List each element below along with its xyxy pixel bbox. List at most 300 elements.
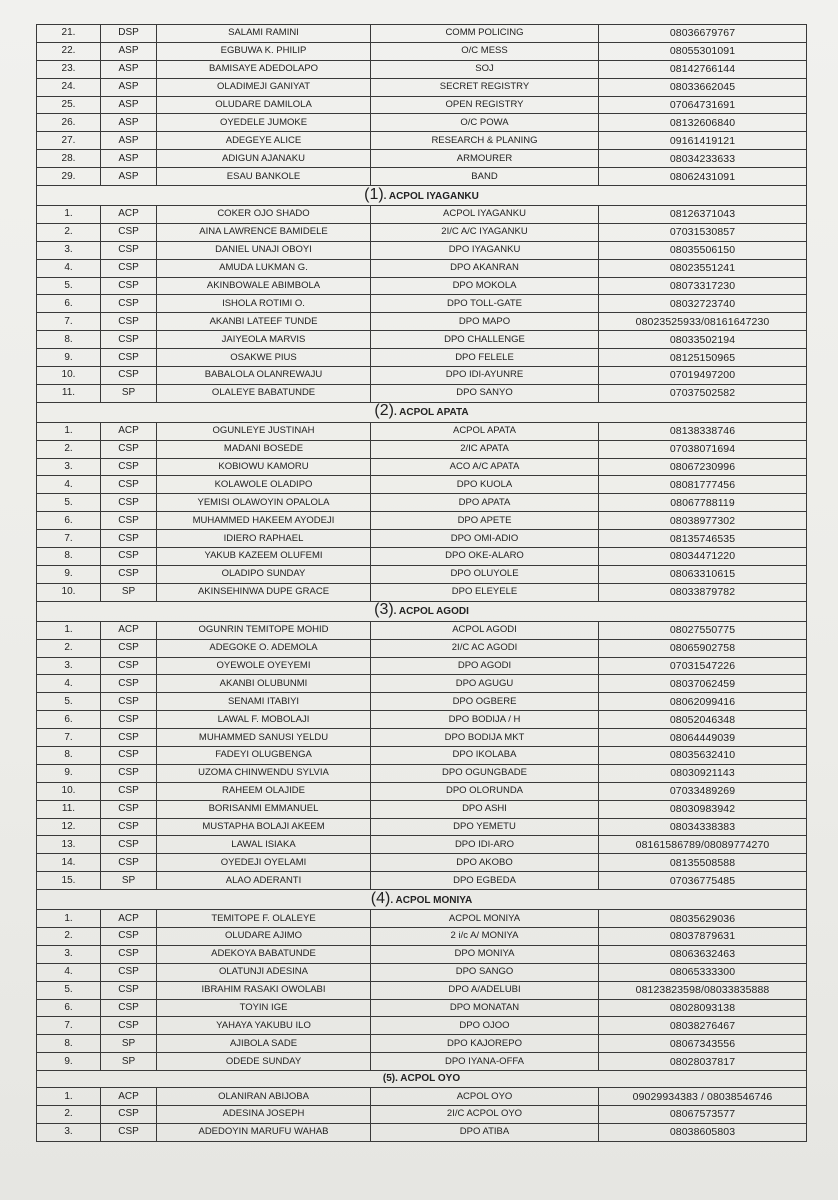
section-heading-row (37, 186, 807, 206)
serial-number: 5. (37, 693, 101, 711)
rank: ASP (101, 114, 157, 132)
phone-number: 08038276467 (599, 1017, 807, 1035)
post: DPO IYANA-OFFA (371, 1053, 599, 1071)
phone-number: 07031547226 (599, 657, 807, 675)
table-row (37, 168, 807, 186)
post: 2I/C ACPOL OYO (371, 1105, 599, 1123)
serial-number: 8. (37, 331, 101, 349)
phone-number: 08062099416 (599, 693, 807, 711)
phone-number: 08038977302 (599, 512, 807, 530)
serial-number: 9. (37, 565, 101, 583)
serial-number: 1. (37, 1088, 101, 1106)
officer-name: AINA LAWRENCE BAMIDELE (157, 223, 371, 241)
rank: ASP (101, 42, 157, 60)
table-row (37, 223, 807, 241)
section-number: (1) (364, 185, 384, 203)
post: DPO CHALLENGE (371, 331, 599, 349)
post: DPO IDI-AYUNRE (371, 367, 599, 385)
serial-number: 11. (37, 384, 101, 402)
table-row (37, 1053, 807, 1071)
post: DPO OKE-ALARO (371, 548, 599, 566)
serial-number: 8. (37, 548, 101, 566)
phone-number: 08126371043 (599, 206, 807, 224)
rank: CSP (101, 313, 157, 331)
serial-number: 5. (37, 277, 101, 295)
post: DPO MAPO (371, 313, 599, 331)
phone-number: 08135508588 (599, 854, 807, 872)
post: DPO FELELE (371, 349, 599, 367)
phone-number: 08161586789/08089774270 (599, 836, 807, 854)
phone-number: 08035506150 (599, 241, 807, 259)
rank: ASP (101, 150, 157, 168)
table-row (37, 836, 807, 854)
table-row (37, 565, 807, 583)
rank: CSP (101, 1123, 157, 1141)
rank: CSP (101, 800, 157, 818)
serial-number: 10. (37, 782, 101, 800)
post: DPO MOKOLA (371, 277, 599, 295)
serial-number: 7. (37, 729, 101, 747)
table-row (37, 295, 807, 313)
officer-name: DANIEL UNAJI OBOYI (157, 241, 371, 259)
section-number: (4) (370, 889, 391, 907)
rank: CSP (101, 927, 157, 945)
serial-number: 3. (37, 657, 101, 675)
officer-name: AKINBOWALE ABIMBOLA (157, 277, 371, 295)
serial-number: 4. (37, 963, 101, 981)
phone-number: 09029934383 / 08038546746 (599, 1088, 807, 1106)
officer-name: COKER OJO SHADO (157, 206, 371, 224)
section-heading (37, 186, 807, 206)
serial-number: 2. (37, 223, 101, 241)
officer-name: TEMITOPE F. OLALEYE (157, 910, 371, 928)
table-row (37, 818, 807, 836)
table-row (37, 259, 807, 277)
post: DPO ATIBA (371, 1123, 599, 1141)
rank: CSP (101, 711, 157, 729)
serial-number: 9. (37, 1053, 101, 1071)
table-row (37, 458, 807, 476)
phone-number: 08062431091 (599, 168, 807, 186)
section-number: (3) (374, 601, 394, 619)
section-heading-row (37, 1071, 807, 1088)
serial-number: 14. (37, 854, 101, 872)
rank: CSP (101, 565, 157, 583)
section-title: . ACPOL APATA (393, 407, 469, 419)
phone-number: 08142766144 (599, 60, 807, 78)
post: ACPOL IYAGANKU (371, 206, 599, 224)
post: DPO OJOO (371, 1017, 599, 1035)
serial-number: 4. (37, 476, 101, 494)
phone-number: 08065902758 (599, 639, 807, 657)
table-row (37, 349, 807, 367)
phone-number: 08037062459 (599, 675, 807, 693)
post: DPO IYAGANKU (371, 241, 599, 259)
officer-name: OLADIPO SUNDAY (157, 565, 371, 583)
rank: ASP (101, 60, 157, 78)
post: DPO AKOBO (371, 854, 599, 872)
serial-number: 3. (37, 1123, 101, 1141)
serial-number: 23. (37, 60, 101, 78)
table-row (37, 440, 807, 458)
post: ARMOURER (371, 150, 599, 168)
table-row (37, 476, 807, 494)
section-title: . ACPOL AGODI (393, 606, 469, 618)
officer-name: AJIBOLA SADE (157, 1035, 371, 1053)
post: 2I/C AC AGODI (371, 639, 599, 657)
officer-name: YAKUB KAZEEM OLUFEMI (157, 548, 371, 566)
rank: CSP (101, 657, 157, 675)
post: DPO OMI-ADIO (371, 530, 599, 548)
serial-number: 3. (37, 241, 101, 259)
table-row (37, 854, 807, 872)
post: DPO MONIYA (371, 945, 599, 963)
post: 2/IC APATA (371, 440, 599, 458)
serial-number: 3. (37, 458, 101, 476)
post: DPO OLUYOLE (371, 565, 599, 583)
table-row (37, 241, 807, 259)
post: DPO KAJOREPO (371, 1035, 599, 1053)
officer-name: FADEYI OLUGBENGA (157, 746, 371, 764)
table-row (37, 729, 807, 747)
phone-number: 08034471220 (599, 548, 807, 566)
post: DPO IDI-ARO (371, 836, 599, 854)
table-row (37, 782, 807, 800)
post: DPO A/ADELUBI (371, 981, 599, 999)
serial-number: 3. (37, 945, 101, 963)
serial-number: 7. (37, 313, 101, 331)
phone-number: 08132606840 (599, 114, 807, 132)
serial-number: 9. (37, 349, 101, 367)
table-row (37, 621, 807, 639)
serial-number: 21. (37, 25, 101, 43)
post: DPO IKOLABA (371, 746, 599, 764)
post: SOJ (371, 60, 599, 78)
table-row (37, 693, 807, 711)
serial-number: 2. (37, 1105, 101, 1123)
rank: DSP (101, 25, 157, 43)
phone-number: 08035632410 (599, 746, 807, 764)
phone-number: 08065333300 (599, 963, 807, 981)
table-row (37, 132, 807, 150)
post: DPO KUOLA (371, 476, 599, 494)
post: DPO AKANRAN (371, 259, 599, 277)
officer-name: SALAMI RAMINI (157, 25, 371, 43)
rank: CSP (101, 945, 157, 963)
post: DPO SANGO (371, 963, 599, 981)
rank: SP (101, 1053, 157, 1071)
serial-number: 9. (37, 764, 101, 782)
rank: SP (101, 583, 157, 601)
officer-name: AMUDA LUKMAN G. (157, 259, 371, 277)
rank: CSP (101, 295, 157, 313)
section-title: . ACPOL OYO (395, 1073, 461, 1085)
table-row (37, 277, 807, 295)
post: ACO A/C APATA (371, 458, 599, 476)
table-row (37, 512, 807, 530)
serial-number: 11. (37, 800, 101, 818)
serial-number: 29. (37, 168, 101, 186)
officer-name: ESAU BANKOLE (157, 168, 371, 186)
table-row (37, 800, 807, 818)
serial-number: 2. (37, 440, 101, 458)
serial-number: 25. (37, 96, 101, 114)
section-number: (2) (374, 402, 394, 420)
serial-number: 6. (37, 512, 101, 530)
officer-name: OYEDELE JUMOKE (157, 114, 371, 132)
officer-name: ALAO ADERANTI (157, 872, 371, 890)
post: DPO OGUNGBADE (371, 764, 599, 782)
phone-number: 08067343556 (599, 1035, 807, 1053)
post: OPEN REGISTRY (371, 96, 599, 114)
officer-name: OGUNLEYE JUSTINAH (157, 422, 371, 440)
section-heading-row (37, 402, 807, 422)
table-row (37, 96, 807, 114)
rank: CSP (101, 331, 157, 349)
table-row (37, 384, 807, 402)
serial-number: 1. (37, 206, 101, 224)
table-row (37, 872, 807, 890)
table-row (37, 927, 807, 945)
serial-number: 1. (37, 910, 101, 928)
rank: CSP (101, 223, 157, 241)
rank: CSP (101, 1017, 157, 1035)
post: ACPOL MONIYA (371, 910, 599, 928)
serial-number: 4. (37, 259, 101, 277)
officer-name: MUHAMMED SANUSI YELDU (157, 729, 371, 747)
table-row (37, 331, 807, 349)
serial-number: 1. (37, 621, 101, 639)
phone-number: 08125150965 (599, 349, 807, 367)
section-number: (5) (382, 1073, 396, 1085)
rank: ACP (101, 1088, 157, 1106)
rank: CSP (101, 639, 157, 657)
serial-number: 5. (37, 494, 101, 512)
phone-number: 08067573577 (599, 1105, 807, 1123)
post: DPO APATA (371, 494, 599, 512)
phone-number: 07031530857 (599, 223, 807, 241)
section-heading (37, 890, 807, 910)
officer-name: IDIERO RAPHAEL (157, 530, 371, 548)
officer-name: ADIGUN AJANAKU (157, 150, 371, 168)
serial-number: 8. (37, 746, 101, 764)
phone-number: 08138338746 (599, 422, 807, 440)
officer-name: MUSTAPHA BOLAJI AKEEM (157, 818, 371, 836)
serial-number: 1. (37, 422, 101, 440)
phone-number: 08123823598/08033835888 (599, 981, 807, 999)
rank: CSP (101, 729, 157, 747)
post: O/C MESS (371, 42, 599, 60)
rank: CSP (101, 963, 157, 981)
officer-name: OGUNRIN TEMITOPE MOHID (157, 621, 371, 639)
officer-name: OYEDEJI OYELAMI (157, 854, 371, 872)
table-row (37, 422, 807, 440)
officer-name: OSAKWE PIUS (157, 349, 371, 367)
serial-number: 13. (37, 836, 101, 854)
rank: ACP (101, 910, 157, 928)
serial-number: 8. (37, 1035, 101, 1053)
phone-number: 08037879631 (599, 927, 807, 945)
rank: CSP (101, 999, 157, 1017)
serial-number: 12. (37, 818, 101, 836)
post: DPO TOLL-GATE (371, 295, 599, 313)
section-heading-row (37, 890, 807, 910)
rank: SP (101, 384, 157, 402)
phone-number: 07019497200 (599, 367, 807, 385)
officer-table (36, 24, 807, 1142)
rank: CSP (101, 764, 157, 782)
table-row (37, 945, 807, 963)
post: DPO OLORUNDA (371, 782, 599, 800)
post: DPO OGBERE (371, 693, 599, 711)
table-row (37, 1123, 807, 1141)
rank: SP (101, 1035, 157, 1053)
rank: CSP (101, 259, 157, 277)
table-row (37, 114, 807, 132)
table-row (37, 494, 807, 512)
table-row (37, 313, 807, 331)
post: DPO BODIJA MKT (371, 729, 599, 747)
post: 2 i/c A/ MONIYA (371, 927, 599, 945)
officer-name: OLADIMEJI GANIYAT (157, 78, 371, 96)
officer-name: TOYIN IGE (157, 999, 371, 1017)
officer-name: JAIYEOLA MARVIS (157, 331, 371, 349)
officer-name: OLANIRAN ABIJOBA (157, 1088, 371, 1106)
phone-number: 08135746535 (599, 530, 807, 548)
rank: CSP (101, 818, 157, 836)
serial-number: 2. (37, 927, 101, 945)
serial-number: 6. (37, 295, 101, 313)
table-row (37, 675, 807, 693)
phone-number: 08055301091 (599, 42, 807, 60)
officer-name: IBRAHIM RASAKI OWOLABI (157, 981, 371, 999)
officer-name: RAHEEM OLAJIDE (157, 782, 371, 800)
section-title: . ACPOL IYAGANKU (383, 190, 479, 202)
post: O/C POWA (371, 114, 599, 132)
rank: ASP (101, 96, 157, 114)
rank: ACP (101, 422, 157, 440)
phone-number: 07064731691 (599, 96, 807, 114)
rank: CSP (101, 440, 157, 458)
phone-number: 08081777456 (599, 476, 807, 494)
phone-number: 08032723740 (599, 295, 807, 313)
table-row (37, 1017, 807, 1035)
rank: ACP (101, 621, 157, 639)
table-row (37, 1035, 807, 1053)
post: BAND (371, 168, 599, 186)
phone-number: 07037502582 (599, 384, 807, 402)
rank: CSP (101, 530, 157, 548)
officer-name: EGBUWA K. PHILIP (157, 42, 371, 60)
phone-number: 08023551241 (599, 259, 807, 277)
officer-name: ADEGEYE ALICE (157, 132, 371, 150)
phone-number: 08028037817 (599, 1053, 807, 1071)
officer-name: OLALEYE BABATUNDE (157, 384, 371, 402)
serial-number: 7. (37, 530, 101, 548)
serial-number: 26. (37, 114, 101, 132)
post: DPO BODIJA / H (371, 711, 599, 729)
section-heading (37, 1071, 807, 1088)
table-row (37, 206, 807, 224)
phone-number: 09161419121 (599, 132, 807, 150)
phone-number: 08033662045 (599, 78, 807, 96)
phone-number: 08030921143 (599, 764, 807, 782)
officer-name: YAHAYA YAKUBU ILO (157, 1017, 371, 1035)
phone-number: 08027550775 (599, 621, 807, 639)
table-row (37, 530, 807, 548)
table-row (37, 711, 807, 729)
officer-name: BABALOLA OLANREWAJU (157, 367, 371, 385)
officer-name: LAWAL F. MOBOLAJI (157, 711, 371, 729)
table-row (37, 910, 807, 928)
officer-name: OLUDARE AJIMO (157, 927, 371, 945)
phone-number: 08067788119 (599, 494, 807, 512)
table-row (37, 367, 807, 385)
post: DPO AGODI (371, 657, 599, 675)
serial-number: 6. (37, 999, 101, 1017)
phone-number: 08034338383 (599, 818, 807, 836)
table-row (37, 1105, 807, 1123)
phone-number: 08067230996 (599, 458, 807, 476)
post: DPO ASHI (371, 800, 599, 818)
officer-name: OYEWOLE OYEYEMI (157, 657, 371, 675)
post: DPO MONATAN (371, 999, 599, 1017)
serial-number: 2. (37, 639, 101, 657)
phone-number: 08073317230 (599, 277, 807, 295)
phone-number: 07033489269 (599, 782, 807, 800)
post: DPO YEMETU (371, 818, 599, 836)
officer-name: AKINSEHINWA DUPE GRACE (157, 583, 371, 601)
phone-number: 08034233633 (599, 150, 807, 168)
table-row (37, 746, 807, 764)
officer-name: SENAMI ITABIYI (157, 693, 371, 711)
serial-number: 15. (37, 872, 101, 890)
phone-number: 08030983942 (599, 800, 807, 818)
serial-number: 22. (37, 42, 101, 60)
rank: SP (101, 872, 157, 890)
officer-name: OLUDARE DAMILOLA (157, 96, 371, 114)
table-row (37, 1088, 807, 1106)
rank: CSP (101, 1105, 157, 1123)
phone-number: 08035629036 (599, 910, 807, 928)
rank: CSP (101, 854, 157, 872)
serial-number: 7. (37, 1017, 101, 1035)
phone-number: 07038071694 (599, 440, 807, 458)
table-row (37, 999, 807, 1017)
section-heading-row (37, 601, 807, 621)
serial-number: 27. (37, 132, 101, 150)
rank: CSP (101, 693, 157, 711)
table-row (37, 150, 807, 168)
post: DPO AGUGU (371, 675, 599, 693)
phone-number: 08023525933/08161647230 (599, 313, 807, 331)
phone-number: 08052046348 (599, 711, 807, 729)
phone-number: 08063310615 (599, 565, 807, 583)
section-heading (37, 402, 807, 422)
serial-number: 10. (37, 367, 101, 385)
officer-name: AKANBI LATEEF TUNDE (157, 313, 371, 331)
serial-number: 4. (37, 675, 101, 693)
table-row (37, 764, 807, 782)
post: 2I/C A/C IYAGANKU (371, 223, 599, 241)
rank: ACP (101, 206, 157, 224)
rank: ASP (101, 132, 157, 150)
post: ACPOL AGODI (371, 621, 599, 639)
post: ACPOL APATA (371, 422, 599, 440)
officer-name: MADANI BOSEDE (157, 440, 371, 458)
officer-name: MUHAMMED HAKEEM AYODEJI (157, 512, 371, 530)
table-row (37, 78, 807, 96)
